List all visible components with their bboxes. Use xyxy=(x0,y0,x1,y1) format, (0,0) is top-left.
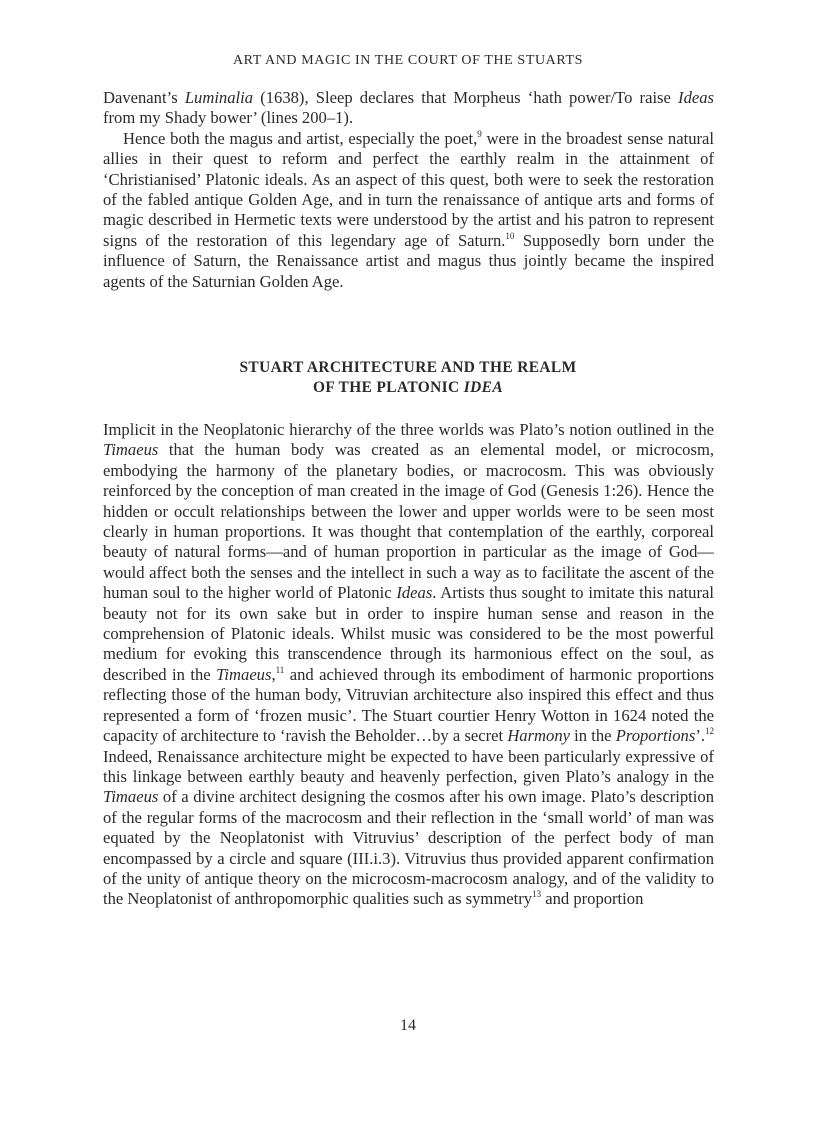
running-head: ART AND MAGIC IN THE COURT OF THE STUARTS xyxy=(232,53,584,68)
footnote-ref-10: 10 xyxy=(505,230,515,241)
paragraph-neoplatonic: Implicit in the Neoplatonic hierarchy of the three worlds was Plato’s notion outlined in the Timaeus that the human body was created as an elemental model, or microcosm, embodying the harmony of the planetary bodies, or macrocosm. This was obviously reinforced by the conception of man created in the image of God (Genesis 1:26). Hence the hidden or occult relationships between the lower and upper worlds were to be seen most clearly in human proportions. It was thought that contemplation of the earthly, corporeal beauty of natural forms—and of human proportion in particular as the image of God—would affect both the senses and the intellect in such a way as to facilitate the ascent of the human soul to the higher world of Platonic Ideas. Artists thus sought to imitate this natural beauty not for its own sake but in order to inspire human sense and reason in the comprehension of Platonic ideals. Whilst music was considered to be the most powerful medium for evoking this transcendence through its harmonious effect on the soul, as described in the Timaeus,$^{11}$ and achieved through its embodiment of harmonic proportions reflecting those of the human body, Vitruvian architecture also inspired this effect and thus represented a form of ‘frozen music’. The Stuart courtier Henry Wotton in 1624 noted the capacity of architecture to ‘ravish the Beholder…by a secret Harmony in the Proportions’.$^{12}$ Indeed, Renaissance architecture might be expected to have been particularly expressive of this linkage between earthly beauty and heavenly perfection, given Plato’s analogy in the Timaeus of a divine architect designing the cosmos after his own image. Plato’s description of the regular forms of the macrocosm and their reflection in the ‘small world’ of man was equated by the Neoplatonist with Vitruvius’ description of the perfect body of man encompassed by a circle and square (III.i.3). Vitruvius thus provided apparent confirmation of the unity of antique theory on the microcosm-macrocosm analogy, and of the validity to the Neoplatonist of anthropomorphic qualities such as symmetry$^{13}$ and proportion xyxy=(103,420,715,909)
work-title: Luminalia xyxy=(184,88,254,107)
footnote-ref-9: 9 xyxy=(477,128,482,139)
paragraph-magus-artist: Hence both the magus and artist, especially the poet,$^9$ were in the broadest sense natural allies in their quest to reform and perfect the earthly realm in the attainment of ‘Christianised’ Platonic ideals. As an aspect of this quest, both were to seek the restoration of the fabled antique Golden Age, and in turn the renaissance of antique arts and forms of magic described in Hermetic texts were understood by the artist and his patron to represent signs of the restoration of this legendary age of Saturn.$^{10}$ Supposedly born under the influence of Saturn, the Renaissance artist and magus thus jointly became the inspired agents of the Saturnian Golden Age. xyxy=(103,128,714,291)
paragraph-luminalia: Davenant’s Luminalia (1638), Sleep declares that Morpheus ‘hath power/To raise Ideas from my Shady bower’ (lines 200–1). xyxy=(103,88,714,128)
page-number: 14 xyxy=(400,1017,416,1034)
footnote-ref-12: 12 xyxy=(705,726,715,737)
heading-idea: IDEA xyxy=(463,379,504,396)
footnote-ref-11: 11 xyxy=(275,664,285,675)
section-body xyxy=(103,420,714,910)
opening-text xyxy=(103,88,714,292)
footnote-ref-13: 13 xyxy=(532,889,542,900)
term-ideas: Ideas xyxy=(678,88,714,107)
section-heading: STUART ARCHITECTURE AND THE REALM OF THE PLATONIC IDEA xyxy=(239,359,577,396)
